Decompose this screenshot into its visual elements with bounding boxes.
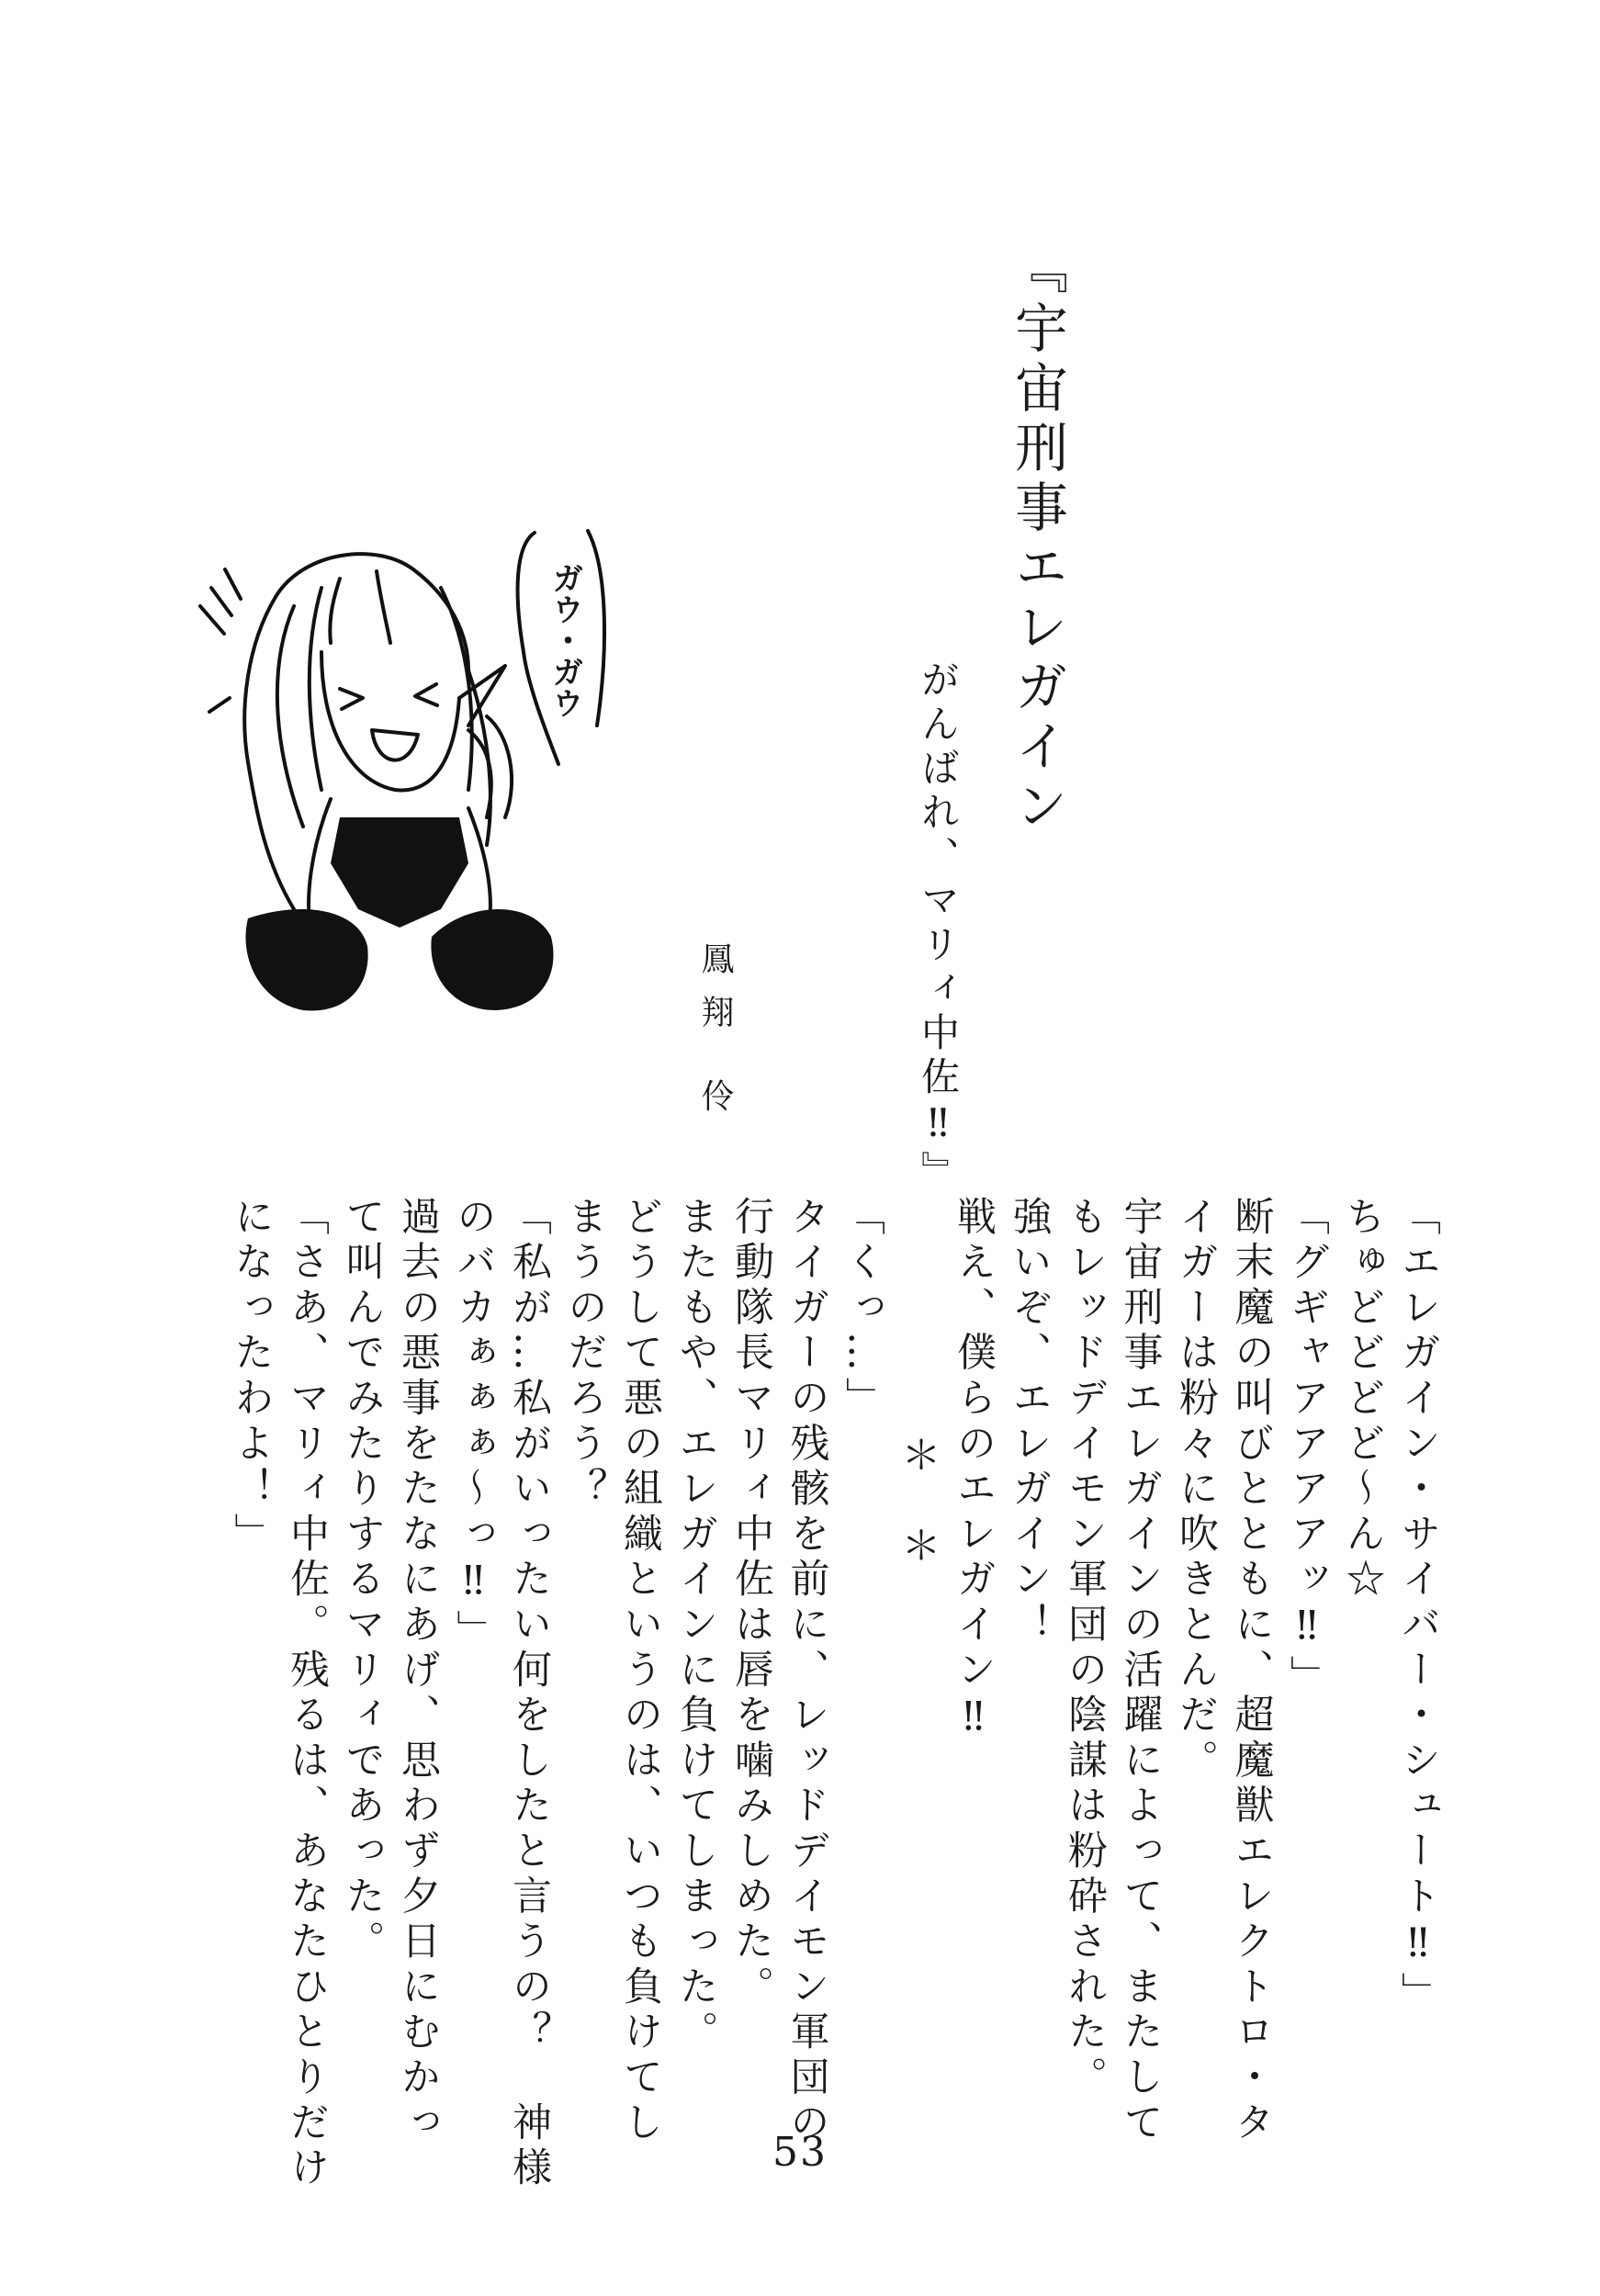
section-separator: ＊ ＊	[895, 1435, 941, 1570]
body-line: 宇宙刑事エレガインの活躍によって、またして	[1117, 1196, 1164, 2147]
speech-bubble-text: ガウ・ガウ	[546, 562, 583, 718]
closed-eye-left	[340, 689, 363, 709]
story-title: 『宇宙刑事エレガイン	[1006, 241, 1068, 838]
page-number: 53	[772, 2129, 828, 2176]
body-line: 行動隊長マリィ中佐は唇を噛みしめた。	[728, 1196, 774, 2011]
author-name: 鳳翔 伶	[696, 941, 734, 1132]
body-line: 強いぞ、エレガイン！	[1006, 1196, 1053, 1649]
body-line: まうのだろう？	[561, 1196, 608, 1514]
body-line: のバカぁぁぁ〜っ‼」	[450, 1196, 497, 1655]
face-outline	[321, 652, 459, 790]
body-line: またもや、エレガインに負けてしまった。	[672, 1196, 719, 2056]
open-mouth	[372, 730, 418, 760]
body-line: て叫んでみたりするマリィであった。	[339, 1196, 386, 1966]
body-line: ちゅどどどど〜ん☆	[1339, 1196, 1386, 1604]
body-line: 「くっ…」	[839, 1196, 885, 1423]
body-line: イガーは粉々に吹きとんだ。	[1173, 1196, 1219, 1784]
body-line: になったわよ！」	[228, 1196, 275, 1559]
body-line: 「さあ、マリィ中佐。残るは、あなたひとりだけ	[284, 1196, 330, 2192]
body-line: 「グギャアアアアッ‼」	[1284, 1196, 1330, 1701]
body-line: どうして悪の組織というのは、いつも負けてし	[617, 1196, 663, 2147]
body-line: 断末魔の叫びとともに、超魔獣エレクトロ・タ	[1228, 1196, 1275, 2147]
body-line: 「私が…私がいったい何をしたと言うの？ 神様	[506, 1196, 552, 2192]
body-line: タイガーの残骸を前に、レッドデイモン軍団の	[783, 1196, 830, 2147]
hair-outline	[276, 554, 468, 670]
body-line: 「エレガイン・サイバー・シュート‼」	[1395, 1196, 1441, 2018]
body-line: 過去の悪事をたなにあげ、思わず夕日にむかっ	[395, 1196, 441, 2147]
body-line: もレッドデイモン軍団の陰謀は粉砕された。	[1062, 1196, 1108, 2101]
closed-eye-right	[415, 684, 437, 705]
body-line: 戦え、僕らのエレガイン‼	[951, 1196, 997, 1746]
story-subtitle: がんばれ、マリィ中佐‼』	[916, 659, 961, 1195]
